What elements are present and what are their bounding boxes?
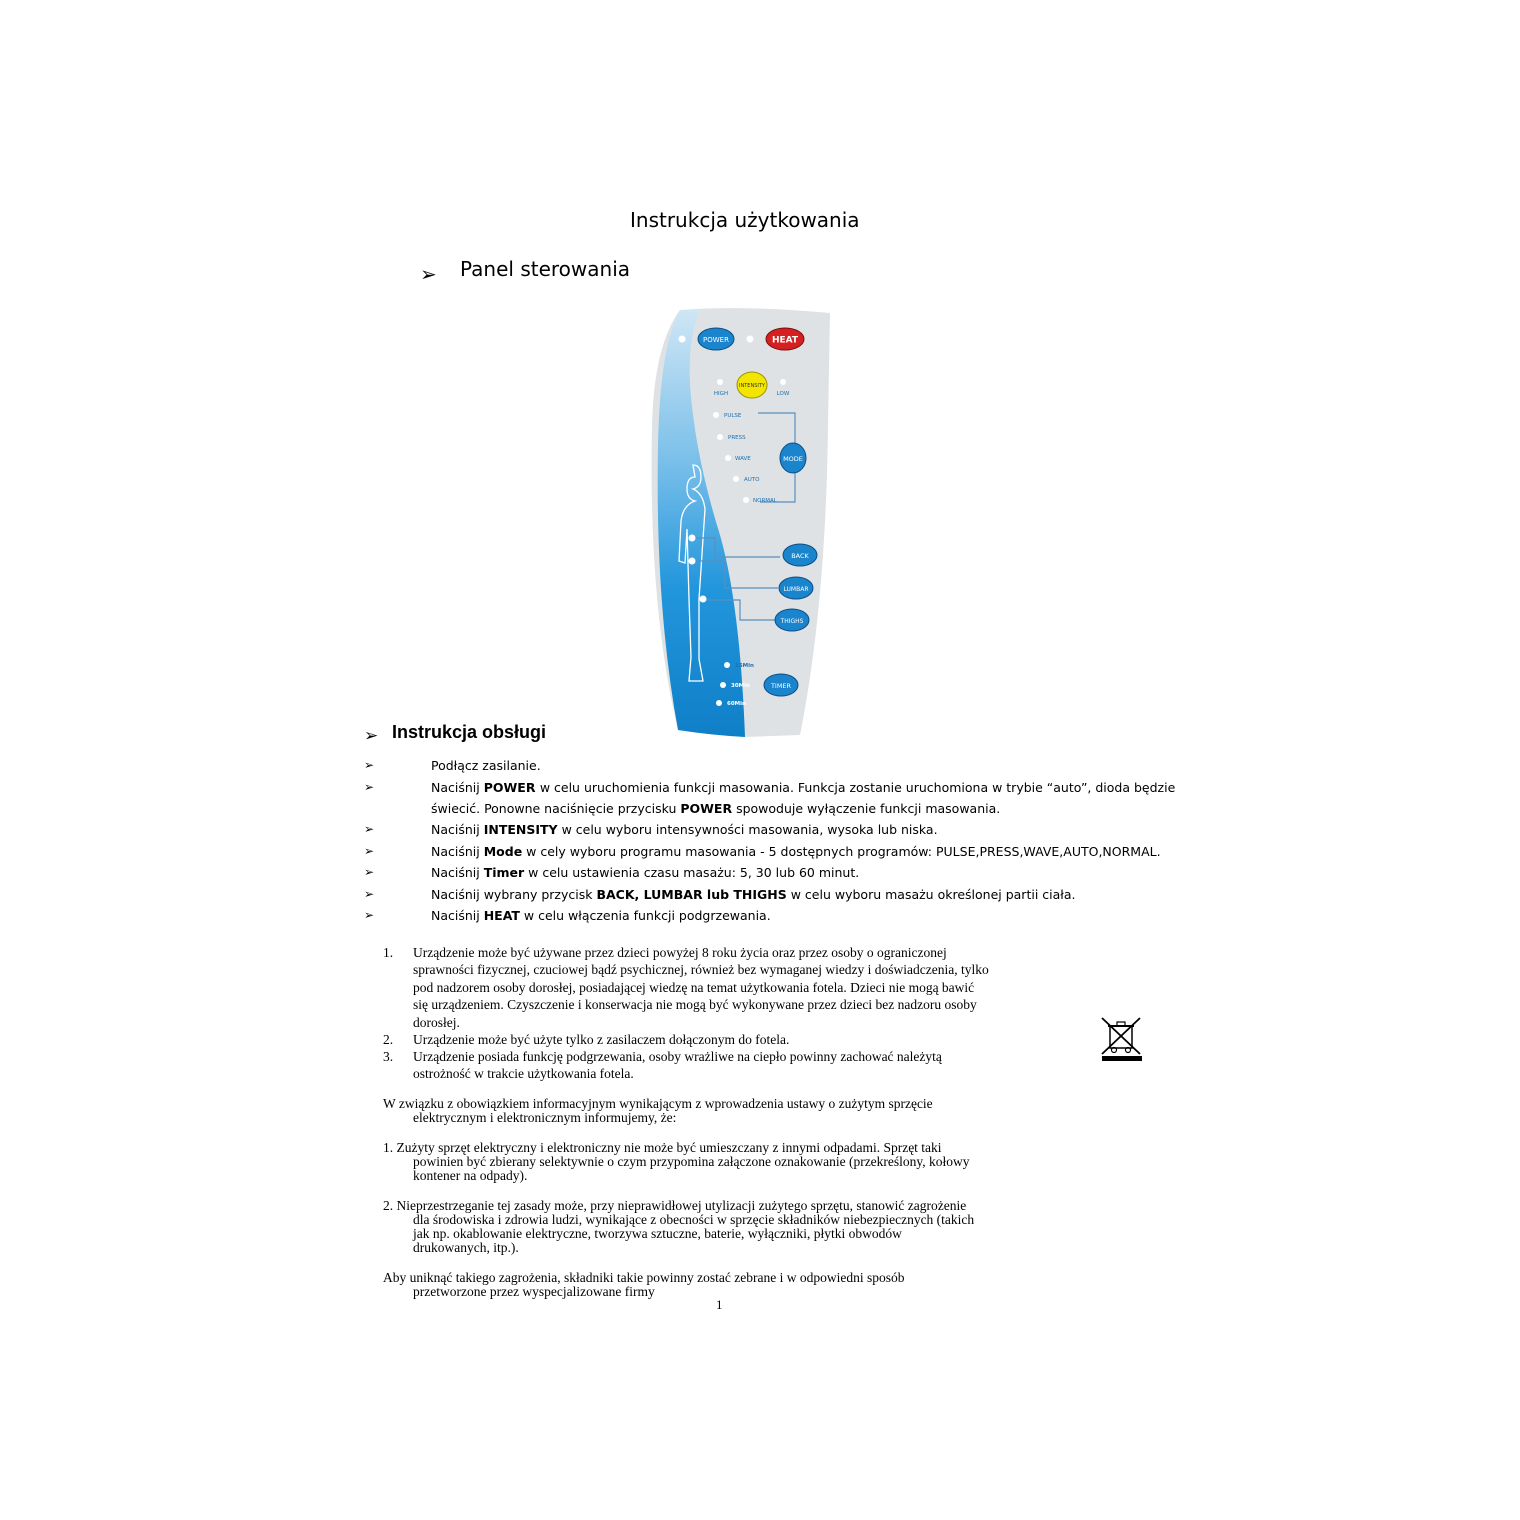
- intensity-label: INTENSITY: [739, 383, 765, 389]
- lumbar-label: LUMBAR: [783, 586, 809, 593]
- mode-label: MODE: [783, 455, 803, 463]
- thighs-button: [775, 609, 809, 631]
- power-button: [698, 328, 734, 350]
- thighs-label: THIGHS: [780, 618, 804, 625]
- high-label: HIGH: [713, 391, 729, 397]
- heat-label: HEAT: [771, 335, 799, 346]
- timer-option-label: 30Min: [731, 683, 750, 689]
- bullet-arrow-icon: ➢: [364, 726, 379, 746]
- bullet-arrow-icon: ➢: [364, 908, 375, 922]
- lumbar-button: [779, 577, 813, 599]
- section-heading: Instrukcja obsługi: [392, 722, 547, 742]
- weee-point-1: 1. Zużyty sprzęt elektryczny i elektroniczny nie może być umieszczany z innymi odpadami. Sprzęt taki powinien być zbierany selektywnie o czym przypomina załączone oznakowanie (przekreślony, kołowy kontener na odpady).: [383, 1140, 970, 1183]
- mode-option-label: AUTO: [744, 477, 760, 483]
- timer-option-label: 15Min: [735, 663, 754, 669]
- power-label: POWER: [703, 336, 729, 344]
- heat-button: [766, 328, 804, 350]
- bullet-arrow-icon: ➢: [364, 865, 375, 879]
- section-subtitle: Panel sterowania: [460, 257, 630, 281]
- timer-option-label: 60Min: [727, 701, 746, 707]
- bullet-arrow-icon: ➢: [420, 262, 437, 286]
- page-number: 1: [716, 1297, 723, 1312]
- timer-button: [764, 674, 798, 696]
- bullet-arrow-icon: ➢: [364, 758, 375, 772]
- weee-point-2: 2. Nieprzestrzeganie tej zasady może, przy nieprawidłowej utylizacji zużytego sprzętu, stanowić zagrożenie dla środowiska i zdrowia ludzi, wynikające z obecności w sprzęcie składników niebezpiecznych (takich jak np. okablowanie elektryczne, tworzywa sztuczne, baterie, wyłączniki, płytki obwodów drukowanych, itp.).: [383, 1198, 975, 1255]
- mode-button: [780, 443, 806, 473]
- timer-label: TIMER: [770, 682, 792, 690]
- control-panel-illustration: [640, 305, 840, 745]
- bullet-arrow-icon: ➢: [364, 822, 375, 836]
- bullet-arrow-icon: ➢: [364, 844, 375, 858]
- intensity-button: [737, 372, 767, 398]
- mode-option-label: PULSE: [724, 413, 742, 419]
- mode-option-label: NORMAL: [753, 498, 777, 504]
- back-button: [783, 544, 817, 566]
- crossed-out-bin-icon: [1100, 1016, 1144, 1062]
- mode-option-label: PRESS: [728, 435, 746, 441]
- back-label: BACK: [791, 552, 809, 560]
- bullet-arrow-icon: ➢: [364, 780, 375, 794]
- page-title: Instrukcja użytkowania: [630, 208, 860, 232]
- bullet-arrow-icon: ➢: [364, 887, 375, 901]
- low-label: LOW: [776, 391, 790, 397]
- weee-intro: W związku z obowiązkiem informacyjnym wynikającym z wprowadzenia ustawy o zużytym sprzęcie elektrycznym i elektronicznym informujemy, że:: [383, 1096, 933, 1125]
- mode-option-label: WAVE: [735, 456, 751, 462]
- weee-outro: Aby uniknąć takiego zagrożenia, składniki takie powinny zostać zebrane i w odpowiedni sposób przetworzone przez wyspecjalizowane firmy: [383, 1270, 905, 1299]
